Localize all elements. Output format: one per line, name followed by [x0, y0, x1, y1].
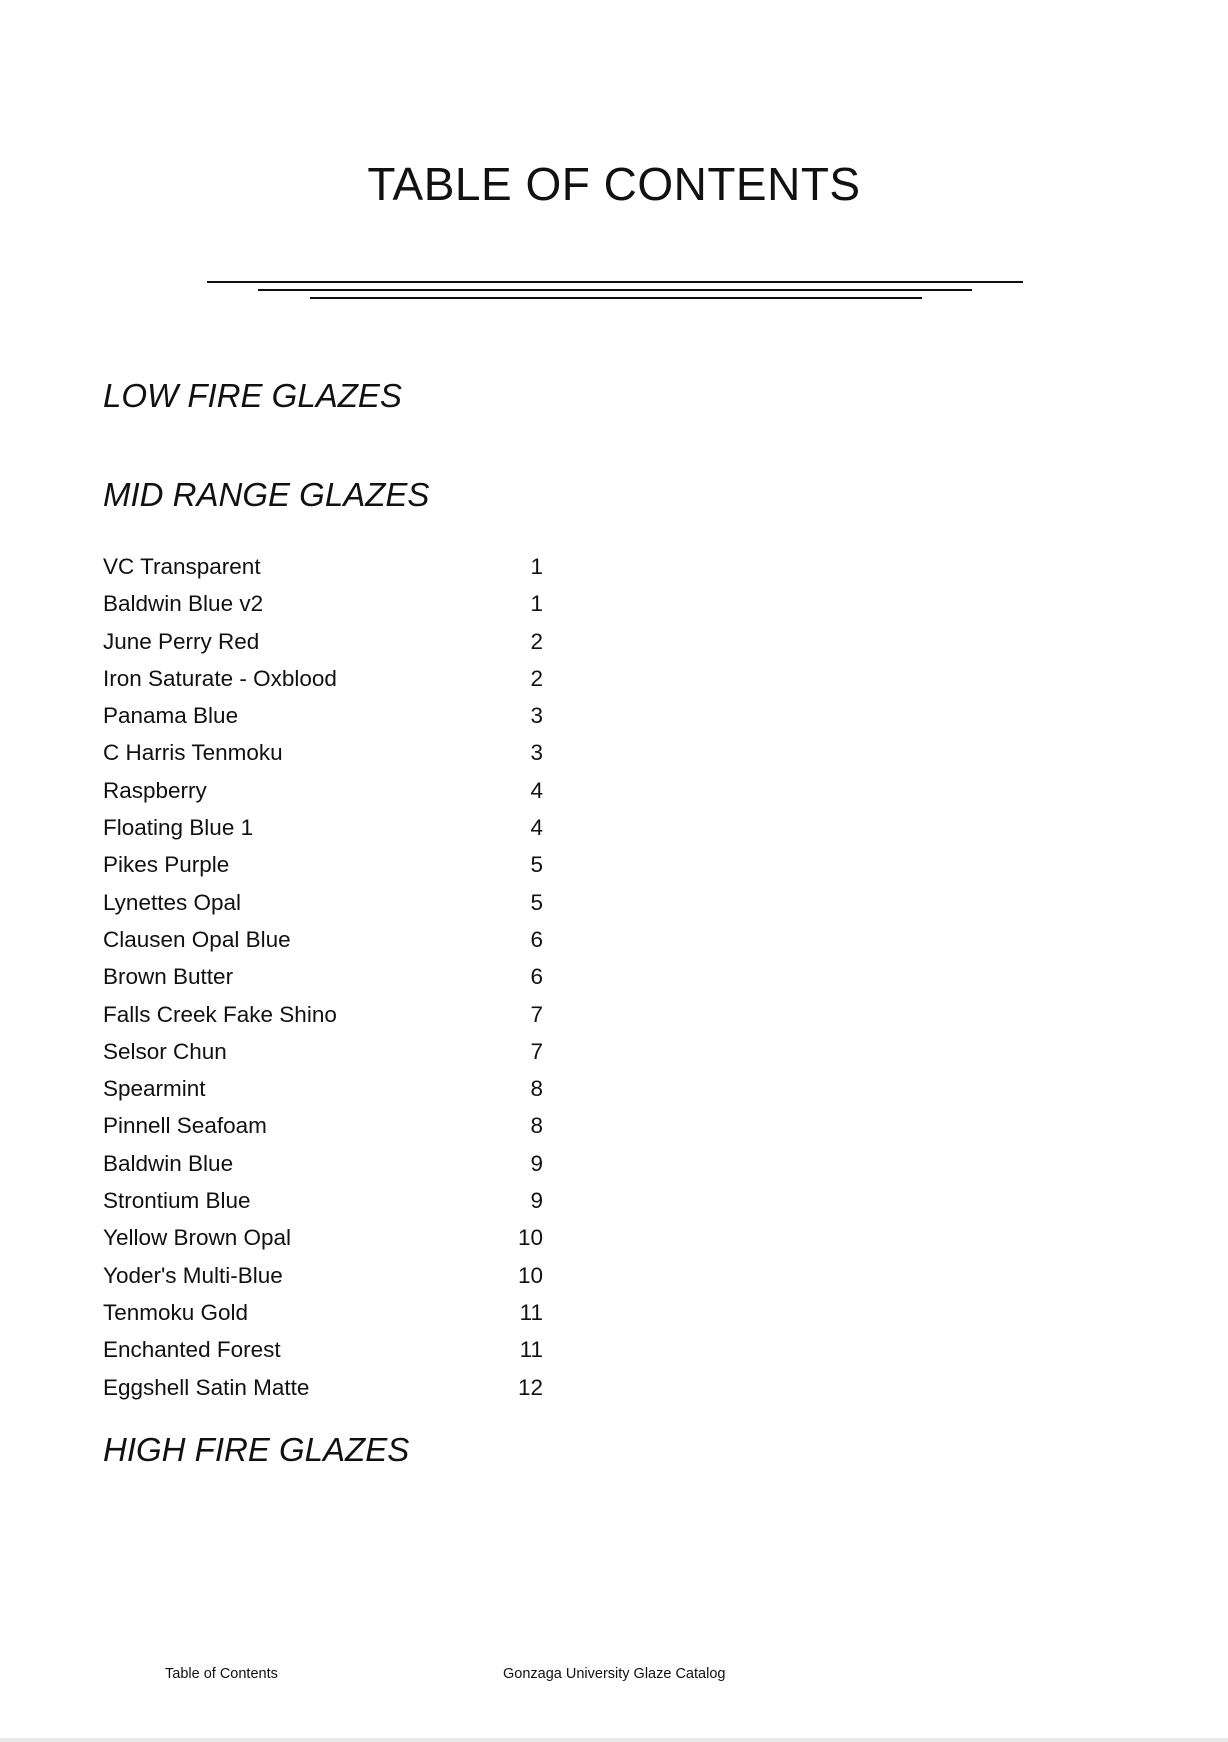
toc-entry-name: Panama Blue — [103, 703, 239, 729]
section-heading-high-fire: HIGH FIRE GLAZES — [103, 1431, 410, 1468]
page-title: TABLE OF CONTENTS — [367, 158, 861, 210]
toc-entry-name: VC Transparent — [103, 554, 261, 579]
toc-entry-page: 6 — [530, 926, 543, 952]
toc-entry-name: June Perry Red — [103, 628, 260, 654]
toc-entry-page: 9 — [530, 1150, 543, 1176]
toc-entry-name: Tenmoku Gold — [103, 1299, 249, 1325]
toc-entry-name: Lynettes Opal — [103, 889, 241, 915]
toc-entry-name: Selsor Chun — [103, 1038, 227, 1064]
toc-entry[interactable] — [103, 697, 543, 734]
page-bottom-edge — [0, 1738, 1228, 1742]
toc-entry[interactable] — [103, 1107, 543, 1144]
toc-entry-name: Clausen Opal Blue — [103, 926, 291, 952]
toc-entry-page: 8 — [530, 1113, 543, 1139]
toc-entry-page: 11 — [519, 1337, 543, 1363]
toc-entry-name: Floating Blue 1 — [103, 815, 254, 841]
toc-entry-name: Enchanted Forest — [103, 1337, 281, 1363]
toc-entry-name: Yoder's Multi-Blue — [103, 1262, 283, 1288]
toc-entry-page: 3 — [530, 740, 543, 766]
toc-entry[interactable] — [103, 1369, 543, 1406]
toc-entry-page: 3 — [530, 703, 543, 729]
toc-entry[interactable] — [103, 1331, 543, 1368]
toc-entry[interactable] — [103, 958, 543, 995]
title-divider-line — [310, 297, 922, 299]
toc-entry-name: Pinnell Seafoam — [103, 1113, 267, 1139]
toc-entry[interactable] — [103, 585, 543, 622]
toc-entry-page: 10 — [517, 1225, 543, 1251]
toc-entry[interactable] — [103, 996, 543, 1033]
toc-entry-page: 9 — [530, 1188, 543, 1214]
section-heading-mid-range: MID RANGE GLAZES — [103, 476, 430, 513]
toc-entry[interactable] — [103, 884, 543, 921]
toc-entry-name: Brown Butter — [103, 964, 234, 990]
footer-section-label: Table of Contents — [165, 1666, 278, 1682]
toc-entry-page: 12 — [517, 1374, 543, 1400]
toc-entry-page: 2 — [530, 628, 543, 654]
toc-entry-page: 1 — [530, 554, 543, 579]
toc-entry[interactable] — [103, 921, 543, 958]
toc-entry[interactable] — [103, 734, 543, 771]
toc-entry[interactable] — [103, 623, 543, 660]
toc-entry-page: 4 — [530, 777, 543, 803]
toc-entry[interactable] — [103, 846, 543, 883]
mid-range-toc-list — [103, 548, 543, 1406]
toc-entry-name: Baldwin Blue v2 — [103, 591, 264, 617]
title-divider-line — [207, 281, 1023, 283]
toc-entry-page: 5 — [530, 852, 543, 878]
toc-entry-page: 8 — [530, 1076, 543, 1102]
toc-entry-page: 5 — [530, 889, 543, 915]
toc-entry-name: C Harris Tenmoku — [103, 740, 283, 766]
toc-entry[interactable] — [103, 772, 543, 809]
toc-entry-name: Iron Saturate - Oxblood — [103, 665, 337, 691]
section-heading-low-fire: LOW FIRE GLAZES — [103, 377, 402, 414]
toc-entry[interactable] — [103, 660, 543, 697]
toc-entry-page: 7 — [530, 1001, 543, 1027]
toc-entry-name: Pikes Purple — [103, 852, 230, 878]
toc-entry-page: 7 — [530, 1038, 543, 1064]
toc-entry-name: Yellow Brown Opal — [103, 1225, 292, 1251]
toc-entry[interactable] — [103, 1257, 543, 1294]
toc-entry-name: Baldwin Blue — [103, 1150, 234, 1176]
toc-entry-page: 11 — [519, 1299, 543, 1325]
toc-entry[interactable] — [103, 548, 543, 585]
toc-entry[interactable] — [103, 1294, 543, 1331]
toc-entry[interactable] — [103, 1033, 543, 1070]
toc-entry-page: 2 — [530, 665, 543, 691]
toc-entry-name: Strontium Blue — [103, 1188, 251, 1214]
toc-entry[interactable] — [103, 1182, 543, 1219]
toc-entry-page: 4 — [530, 815, 543, 841]
footer-catalog-title: Gonzaga University Glaze Catalog — [503, 1666, 726, 1682]
toc-entry-name: Eggshell Satin Matte — [103, 1374, 310, 1400]
toc-entry-name: Spearmint — [103, 1076, 206, 1102]
toc-entry-name: Raspberry — [103, 777, 207, 803]
toc-entry[interactable] — [103, 809, 543, 846]
toc-entry-page: 6 — [530, 964, 543, 990]
title-divider-line — [258, 289, 972, 291]
toc-entry[interactable] — [103, 1070, 543, 1107]
toc-entry-page: 10 — [517, 1262, 543, 1288]
toc-entry-page: 1 — [530, 591, 543, 617]
toc-entry[interactable] — [103, 1145, 543, 1182]
toc-entry[interactable] — [103, 1219, 543, 1256]
toc-entry-name: Falls Creek Fake Shino — [103, 1001, 337, 1027]
